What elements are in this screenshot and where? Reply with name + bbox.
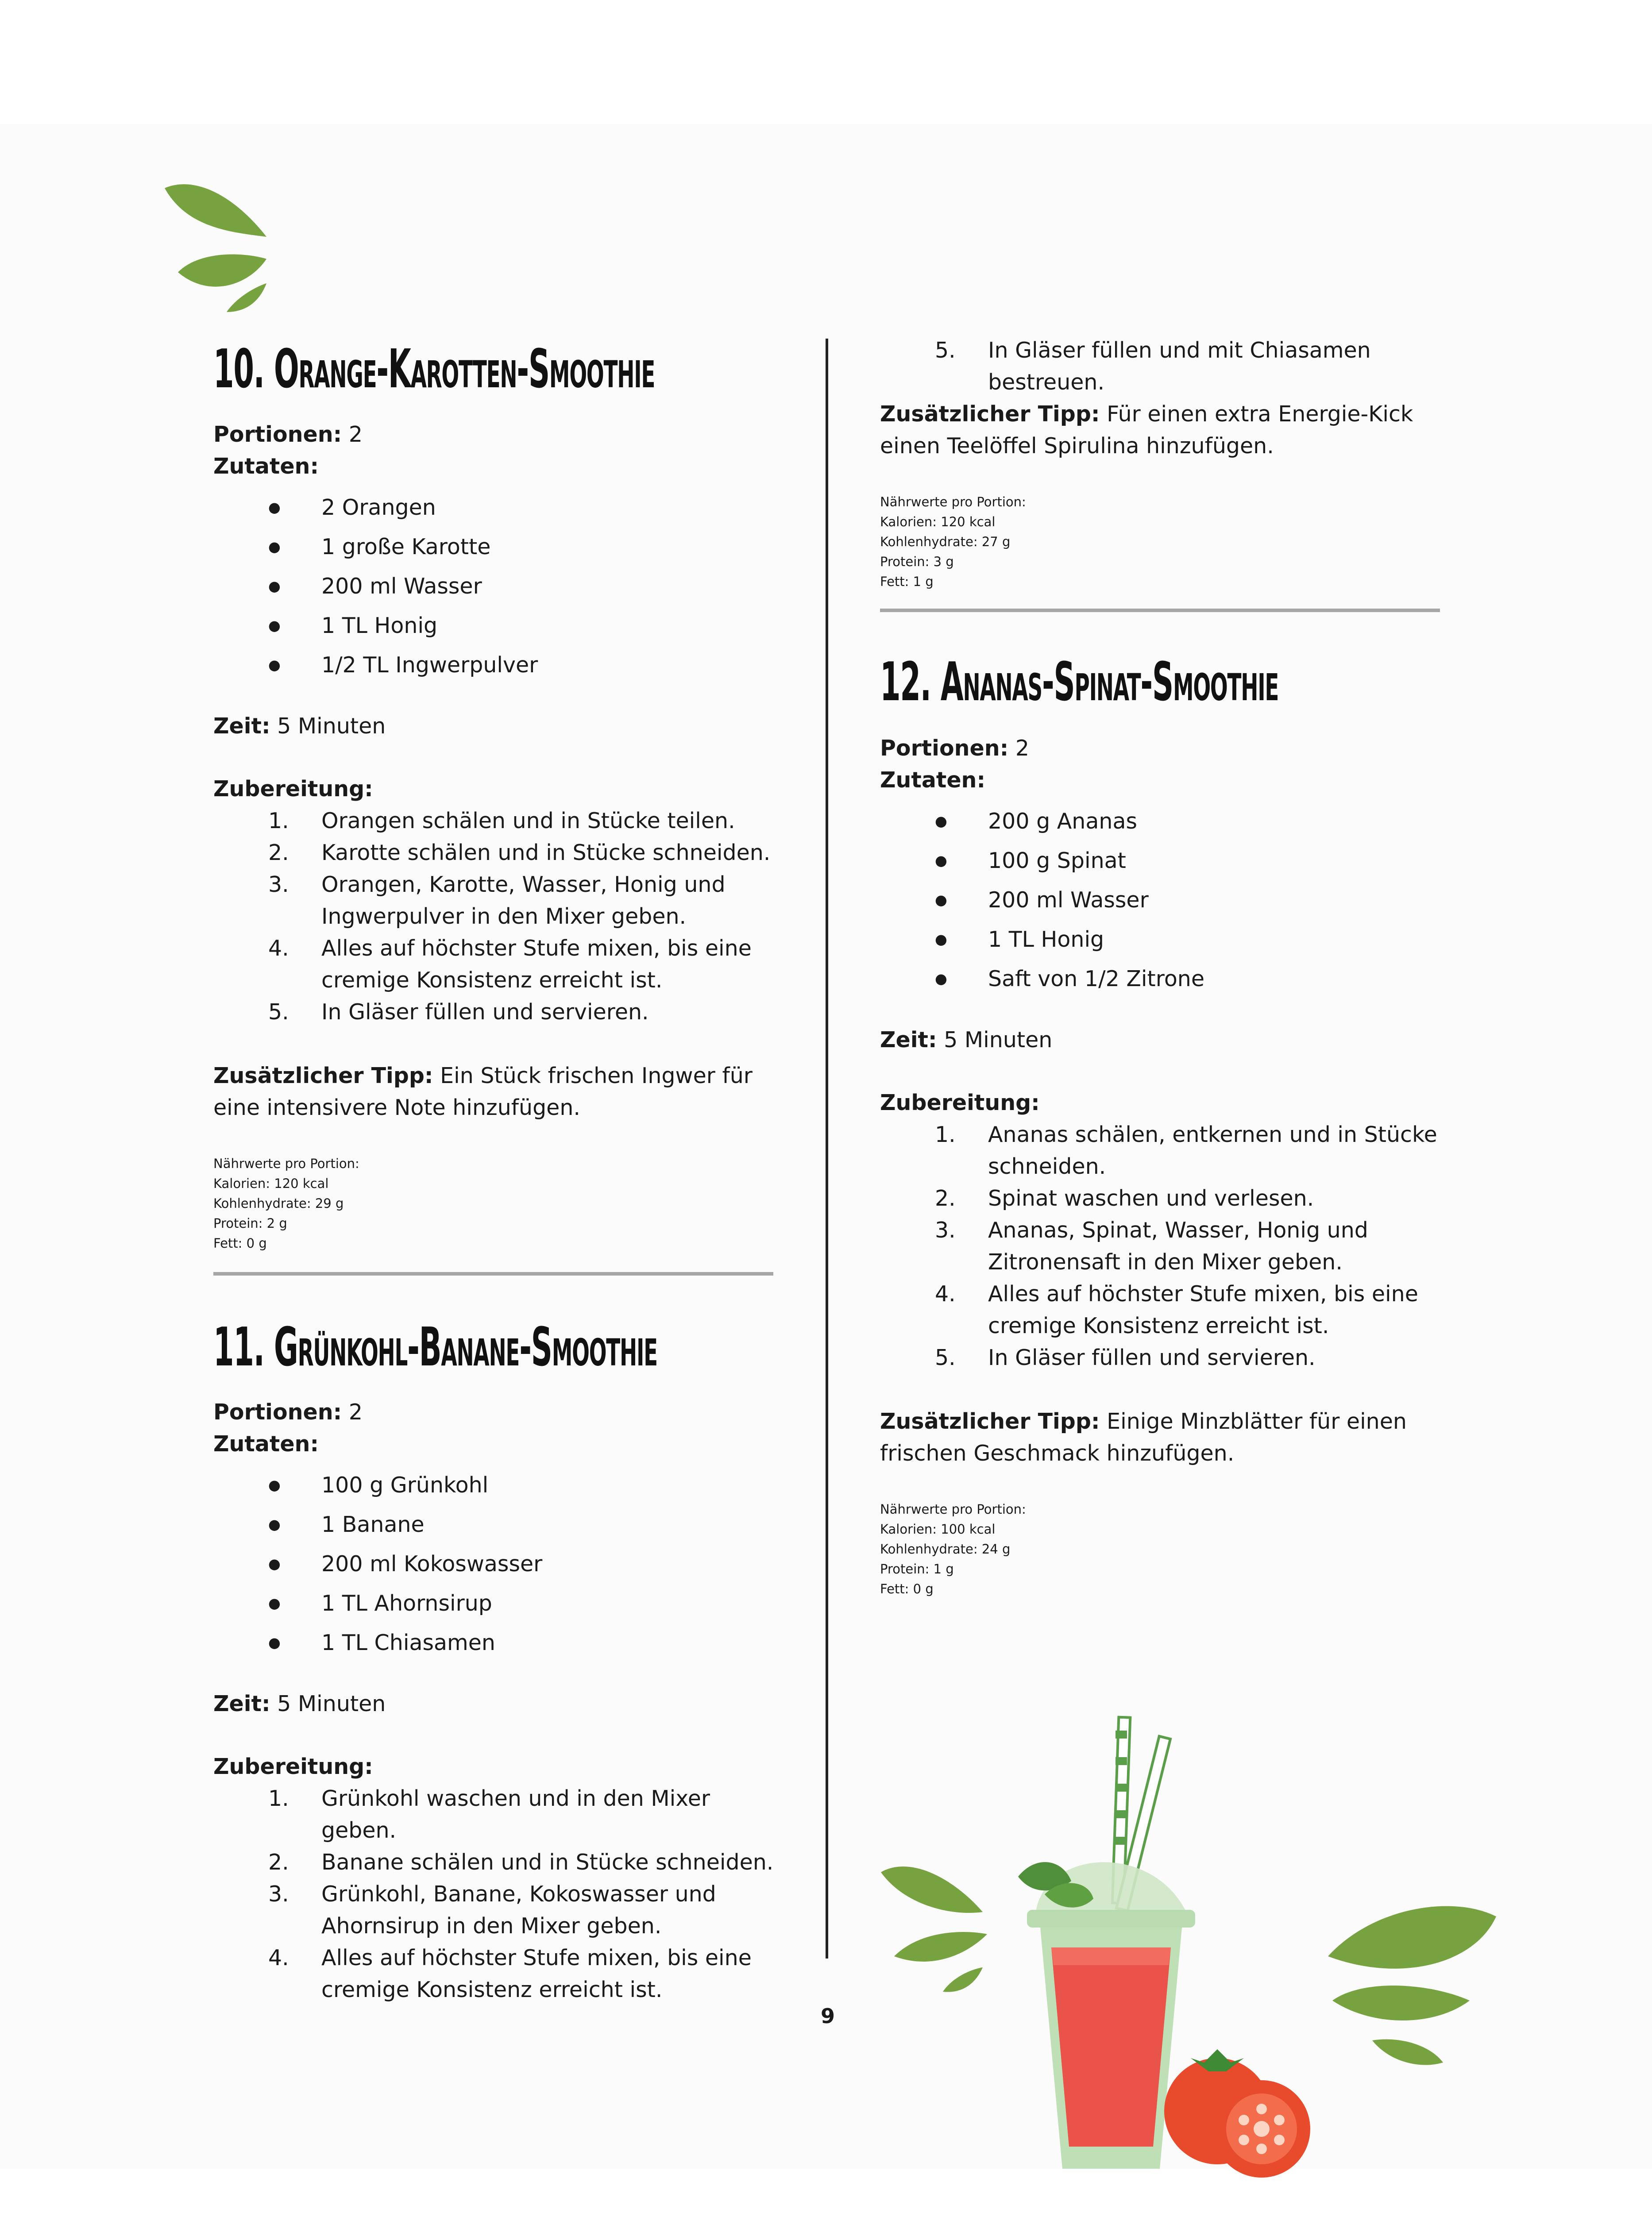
step-item: 5. In Gläser füllen und mit Chiasamen bestreuen. [935,338,1371,395]
nutrition-block: Nährwerte pro Portion: Kalorien: 100 kcal Kohlenhydrate: 24 g Protein: 1 g Fett: 0 g [880,1502,1026,1596]
ingredient-list [880,802,1455,999]
ingredient-item: ● 200 ml Wasser [213,567,789,606]
page-number: 9 [820,2004,835,2028]
recipe-title: 11. Grünkohl-Banane-Smoothie [213,1317,657,1378]
recipe-title: 12. Ananas-Spinat-Smoothie [880,652,1279,713]
time-line: Zeit: 5 Minuten [213,1691,386,1716]
preparation-heading: Zubereitung: [213,776,373,802]
ingredient-list [213,1465,789,1662]
ingredient-item: ● 1/2 TL Ingwerpulver [213,645,789,685]
ingredient-item: ● 1 TL Ahornsirup [213,1584,789,1623]
recipe-title: 10. Orange-Karotten-Smoothie [213,339,655,400]
ingredient-item: ● 200 ml Kokoswasser [213,1544,789,1584]
ingredient-item: ● 1 große Karotte [213,527,789,567]
section-divider [880,609,1440,612]
recipe-11-body [213,1396,789,2006]
tip-text: Zusätzlicher Tipp: Für einen extra Energie-Kick einen Teelöffel Spirulina hinzufügen. [880,401,1413,459]
ingredient-item: ● 100 g Spinat [880,841,1455,880]
servings-line: Portionen: 2 [213,1400,363,1425]
ingredients-heading: Zutaten: [213,454,319,479]
ingredient-list [213,488,789,685]
step-item: 5. In Gläser füllen und servieren. [935,1345,1316,1370]
recipe-12-body [880,733,1455,1599]
ingredient-item: ● 100 g Grünkohl [213,1465,789,1505]
step-list [213,805,789,1028]
column-separator [826,339,828,1959]
step-item: 4. Alles auf höchster Stufe mixen, bis eine cremige Konsistenz erreicht ist. [268,1945,752,2002]
step-item: 4. Alles auf höchster Stufe mixen, bis eine cremige Konsistenz erreicht ist. [935,1281,1418,1338]
preparation-heading: Zubereitung: [880,1090,1040,1115]
ingredients-heading: Zutaten: [213,1431,319,1457]
step-list [213,1783,789,2006]
step-item: 1. Ananas schälen, entkernen und in Stücke schneiden. [935,1122,1437,1179]
step-item: 2. Banane schälen und in Stücke schneiden. [268,1850,774,1875]
step-list [880,335,1455,398]
ingredient-item: ● 1 TL Honig [880,920,1455,959]
splash-leaves-icon [160,179,275,321]
servings-line: Portionen: 2 [880,736,1029,761]
preparation-heading: Zubereitung: [213,1754,373,1779]
ingredient-item: ● 200 ml Wasser [880,880,1455,920]
recipe-10 [213,339,789,400]
ingredient-item: ● 1 TL Chiasamen [213,1623,789,1662]
step-list [880,1119,1455,1374]
ingredient-item: ● Saft von 1/2 Zitrone [880,959,1455,999]
step-item: 2. Karotte schälen und in Stücke schneiden. [268,840,771,865]
ingredient-item: ● 1 Banane [213,1505,789,1544]
step-item: 5. In Gläser füllen und servieren. [268,999,649,1025]
tip-text: Zusätzlicher Tipp: Einige Minzblätter für einen frischen Geschmack hinzufügen. [880,1409,1407,1466]
recipe-10-body [213,419,789,1253]
section-divider [213,1272,773,1276]
time-line: Zeit: 5 Minuten [880,1027,1053,1053]
ingredient-item: ● 200 g Ananas [880,802,1455,841]
recipe-11-continued [880,335,1455,592]
time-line: Zeit: 5 Minuten [213,713,386,739]
step-item: 3. Ananas, Spinat, Wasser, Honig und Zitronensaft in den Mixer geben. [935,1218,1368,1275]
step-item: 4. Alles auf höchster Stufe mixen, bis eine cremige Konsistenz erreicht ist. [268,936,752,993]
ingredients-heading: Zutaten: [880,767,986,793]
smoothie-cup-icon [876,1708,1505,2200]
nutrition-block: Nährwerte pro Portion: Kalorien: 120 kcal Kohlenhydrate: 27 g Protein: 3 g Fett: 1 g [880,494,1026,589]
step-item: 3. Grünkohl, Banane, Kokoswasser und Ahornsirup in den Mixer geben. [268,1881,716,1939]
recipe-11 [213,1317,789,1378]
nutrition-block: Nährwerte pro Portion: Kalorien: 120 kcal Kohlenhydrate: 29 g Protein: 2 g Fett: 0 g [213,1156,359,1251]
ingredient-item: ● 1 TL Honig [213,606,789,645]
step-item: 2. Spinat waschen und verlesen. [935,1186,1314,1211]
servings-line: Portionen: 2 [213,422,363,447]
step-item: 3. Orangen, Karotte, Wasser, Honig und Ingwerpulver in den Mixer geben. [268,872,726,929]
step-item: 1. Grünkohl waschen und in den Mixer geben. [268,1786,710,1843]
ingredient-item: ● 2 Orangen [213,488,789,527]
recipe-12 [880,652,1455,713]
step-item: 1. Orangen schälen und in Stücke teilen. [268,808,735,833]
tip-text: Zusätzlicher Tipp: Ein Stück frischen Ingwer für eine intensivere Note hinzufügen. [213,1063,753,1120]
